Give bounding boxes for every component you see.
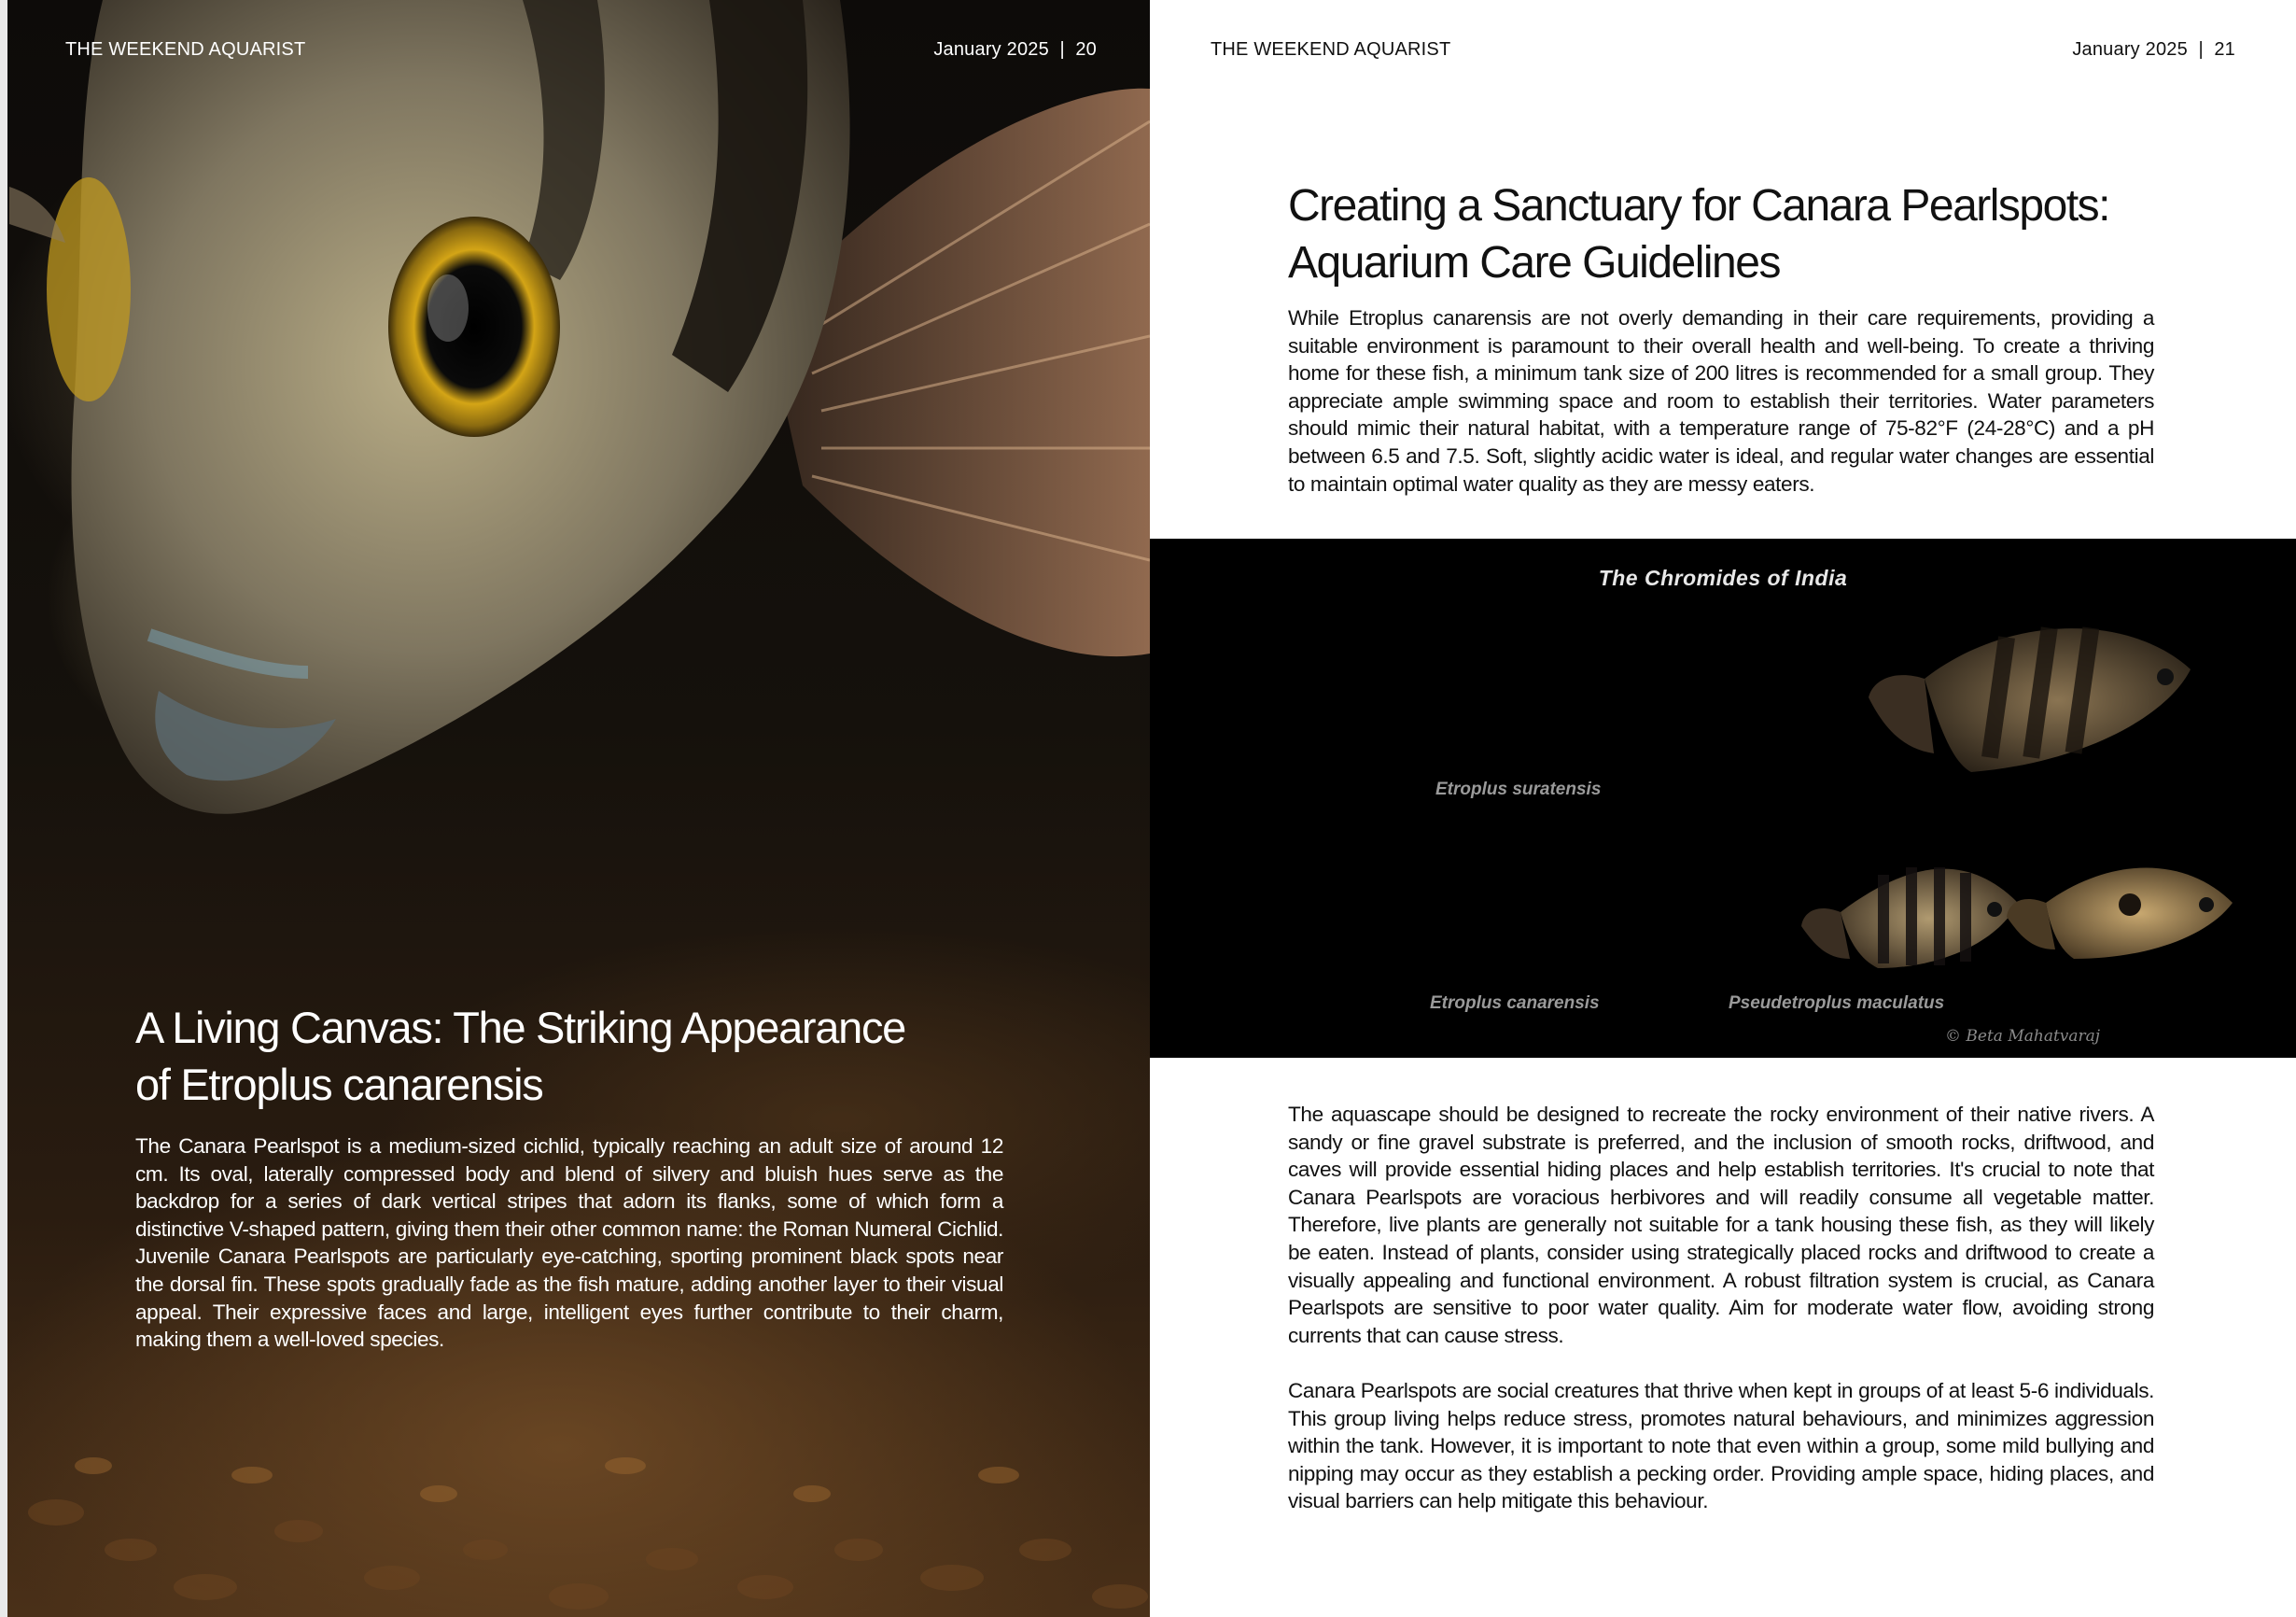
heading-line-1: Creating a Sanctuary for Canara Pearlspots:	[1288, 181, 2109, 231]
right-page-number: January 2025 | 21	[2072, 39, 2235, 60]
label-canarensis: Etroplus canarensis	[1430, 993, 1600, 1013]
canarensis-fish	[1801, 867, 2018, 968]
photo-credit: © Beta Mahatvaraj	[1945, 1027, 2101, 1046]
left-page-number: January 2025 | 20	[933, 39, 1097, 60]
page-edge	[0, 0, 7, 1617]
suratensis-fish	[1869, 626, 2191, 772]
care-paragraph-3: Canara Pearlspots are social creatures that thrive when kept in groups of at least 5-6 individuals. This group living helps reduce stress, promotes natural behaviours, and minimizes aggression within the tank. However, it is important to note that even within a group, some mild bullying and nipping may occur as they establish a pecking order. Providing ample space, hiding places, and visual barriers can help mitigate this behaviour.	[1288, 1379, 2154, 1513]
chromides-figure	[1150, 539, 2296, 1058]
left-article-heading	[135, 999, 975, 1113]
right-article-heading	[1288, 177, 2221, 291]
maculatus-fish	[2007, 868, 2233, 960]
fish-photo	[0, 0, 1150, 1027]
care-paragraph-1: While Etroplus canarensis are not overly demanding in their care requirements, providing a suitable environment is paramount to their overall health and well-being. To create a thriving home for these fish, a minimum tank size of 200 litres is recommended for a small group. They appreciate ample swimming space and room to establish their territories. Water parameters should mimic their natural habitat, with a temperature range of 75-82°F (24-28°C) and a pH between 6.5 and 7.5. Soft, slightly acidic water is ideal, and regular water changes are essential to maintain optimal water quality as they are messy eaters.	[1288, 306, 2154, 496]
left-body-paragraph: The Canara Pearlspot is a medium-sized cichlid, typically reaching an adult size of around 12 cm. Its oval, laterally compressed body and blend of silvery and bluish hues serve as the backdrop for a series of dark vertical stripes that adorn its flanks, some of which form a distinctive V-shaped pattern, giving them their other common name: the Roman Numeral Cichlid. Juvenile Canara Pearlspots are particularly eye-catching, sporting prominent black spots near the dorsal fin. These spots gradually fade as the fish mature, adding another layer to their visual appeal. Their expressive faces and large, intelligent eyes further contribute to their charm, making them a well-loved species.	[135, 1134, 1003, 1352]
figure-title: The Chromides of India	[1598, 566, 1848, 590]
heading-line-2: of Etroplus canarensis	[135, 1060, 543, 1109]
label-suratensis: Etroplus suratensis	[1435, 780, 1602, 799]
label-maculatus: Pseudetroplus maculatus	[1729, 993, 1945, 1013]
right-running-title: THE WEEKEND AQUARIST	[1211, 39, 1451, 60]
heading-line-2: Aquarium Care Guidelines	[1288, 238, 1780, 288]
heading-line-1: A Living Canvas: The Striking Appearance	[135, 1003, 906, 1052]
care-paragraph-2: The aquascape should be designed to recreate the rocky environment of their native rivers. A sandy or fine gravel substrate is preferred, and the inclusion of smooth rocks, driftwood, and caves will provide essential hiding places and help establish territories. It's crucial to note that Canara Pearlspots are voracious herbivores and will readily consume all vegetable matter. Therefore, live plants are generally not suitable for a tank housing these fish, as they will likely be eaten. Instead of plants, consider using strategically placed rocks and driftwood to create a visually appealing and functional environment. A robust filtration system is crucial, as Canara Pearlspots are sensitive to poor water quality. Aim for moderate water flow, avoiding strong currents that can cause stress.	[1288, 1103, 2154, 1347]
chromides-photo	[1150, 539, 2296, 1058]
left-running-title: THE WEEKEND AQUARIST	[65, 39, 306, 60]
